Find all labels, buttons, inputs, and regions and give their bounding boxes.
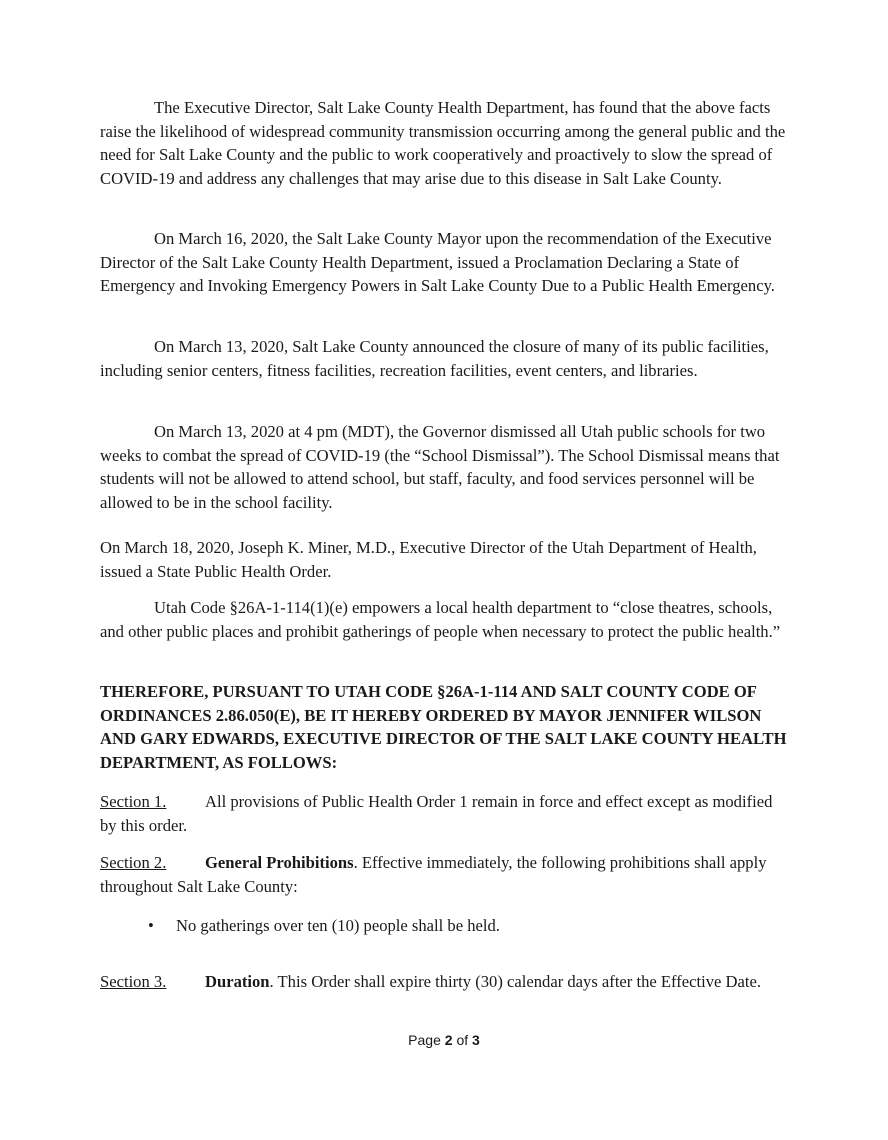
section-2: [100, 851, 790, 898]
section-2-text: . Effective immediately, the following prohibitions shall apply throughout Salt Lake County:: [100, 853, 767, 896]
section-3-text: . This Order shall expire thirty (30) calendar days after the Effective Date.: [269, 972, 762, 991]
section-3: [100, 970, 790, 994]
paragraph-findings: The Executive Director, Salt Lake County Health Department, has found that the above facts raise the likelihood of widespread community transmission occurring among the general public and the need for Salt Lake County and the public to work cooperatively and proactively to slow the spread of COVID-19 and address any challenges that may arise due to this disease in Salt Lake County.: [100, 98, 786, 188]
bullet-text: No gatherings over ten (10) people shall be held.: [176, 916, 500, 935]
section-3-label: Section 3.: [100, 972, 167, 991]
section-1-label: Section 1.: [100, 792, 167, 811]
page-prefix: Page: [408, 1032, 445, 1048]
section-1: [100, 790, 790, 837]
page-total: 3: [472, 1032, 480, 1048]
paragraph-state-order: On March 18, 2020, Joseph K. Miner, M.D., Executive Director of the Utah Department of Health, issued a State Public Health Order.: [100, 538, 757, 581]
section-3-heading: Duration: [205, 972, 270, 991]
bullet-dot-icon: •: [148, 916, 154, 935]
section-2-heading: General Prohibitions: [205, 853, 354, 872]
section-2-label: Section 2.: [100, 853, 167, 872]
bullet-item: [148, 914, 748, 938]
section-1-text: All provisions of Public Health Order 1 remain in force and effect except as modified by this order.: [100, 792, 773, 835]
page-number-footer: [0, 1032, 888, 1048]
paragraph-county-closures: On March 13, 2020, Salt Lake County announced the closure of many of its public facilities, including senior centers, fitness facilities, recreation facilities, event centers, and libraries.: [100, 337, 769, 380]
paragraph-mayor-proclamation: On March 16, 2020, the Salt Lake County Mayor upon the recommendation of the Executive Director of the Salt Lake County Health Department, issued a Proclamation Declaring a State of Emergency and Invoking Emergency Powers in Salt Lake County Due to a Public Health Emergency.: [100, 229, 775, 295]
page-current: 2: [444, 1032, 453, 1048]
page-of: of: [452, 1032, 473, 1048]
paragraph-school-dismissal: On March 13, 2020 at 4 pm (MDT), the Governor dismissed all Utah public schools for two weeks to combat the spread of COVID-19 (the “School Dismissal”). The School Dismissal means that students will not be allowed to attend school, but staff, faculty, and food services personnel will be allowed to be in the school facility.: [100, 422, 780, 512]
order-declaration-heading: THEREFORE, PURSUANT TO UTAH CODE §26A-1-114 AND SALT COUNTY CODE OF ORDINANCES 2.86.050(E), BE IT HEREBY ORDERED BY MAYOR JENNIFER WILSON AND GARY EDWARDS, EXECUTIVE DIRECTOR OF THE SALT LAKE COUNTY HEALTH DEPARTMENT, AS FOLLOWS:: [100, 682, 787, 772]
paragraph-utah-code: Utah Code §26A-1-114(1)(e) empowers a local health department to “close theatres, schools, and other public places and prohibit gatherings of people when necessary to protect the public health.”: [100, 598, 781, 641]
